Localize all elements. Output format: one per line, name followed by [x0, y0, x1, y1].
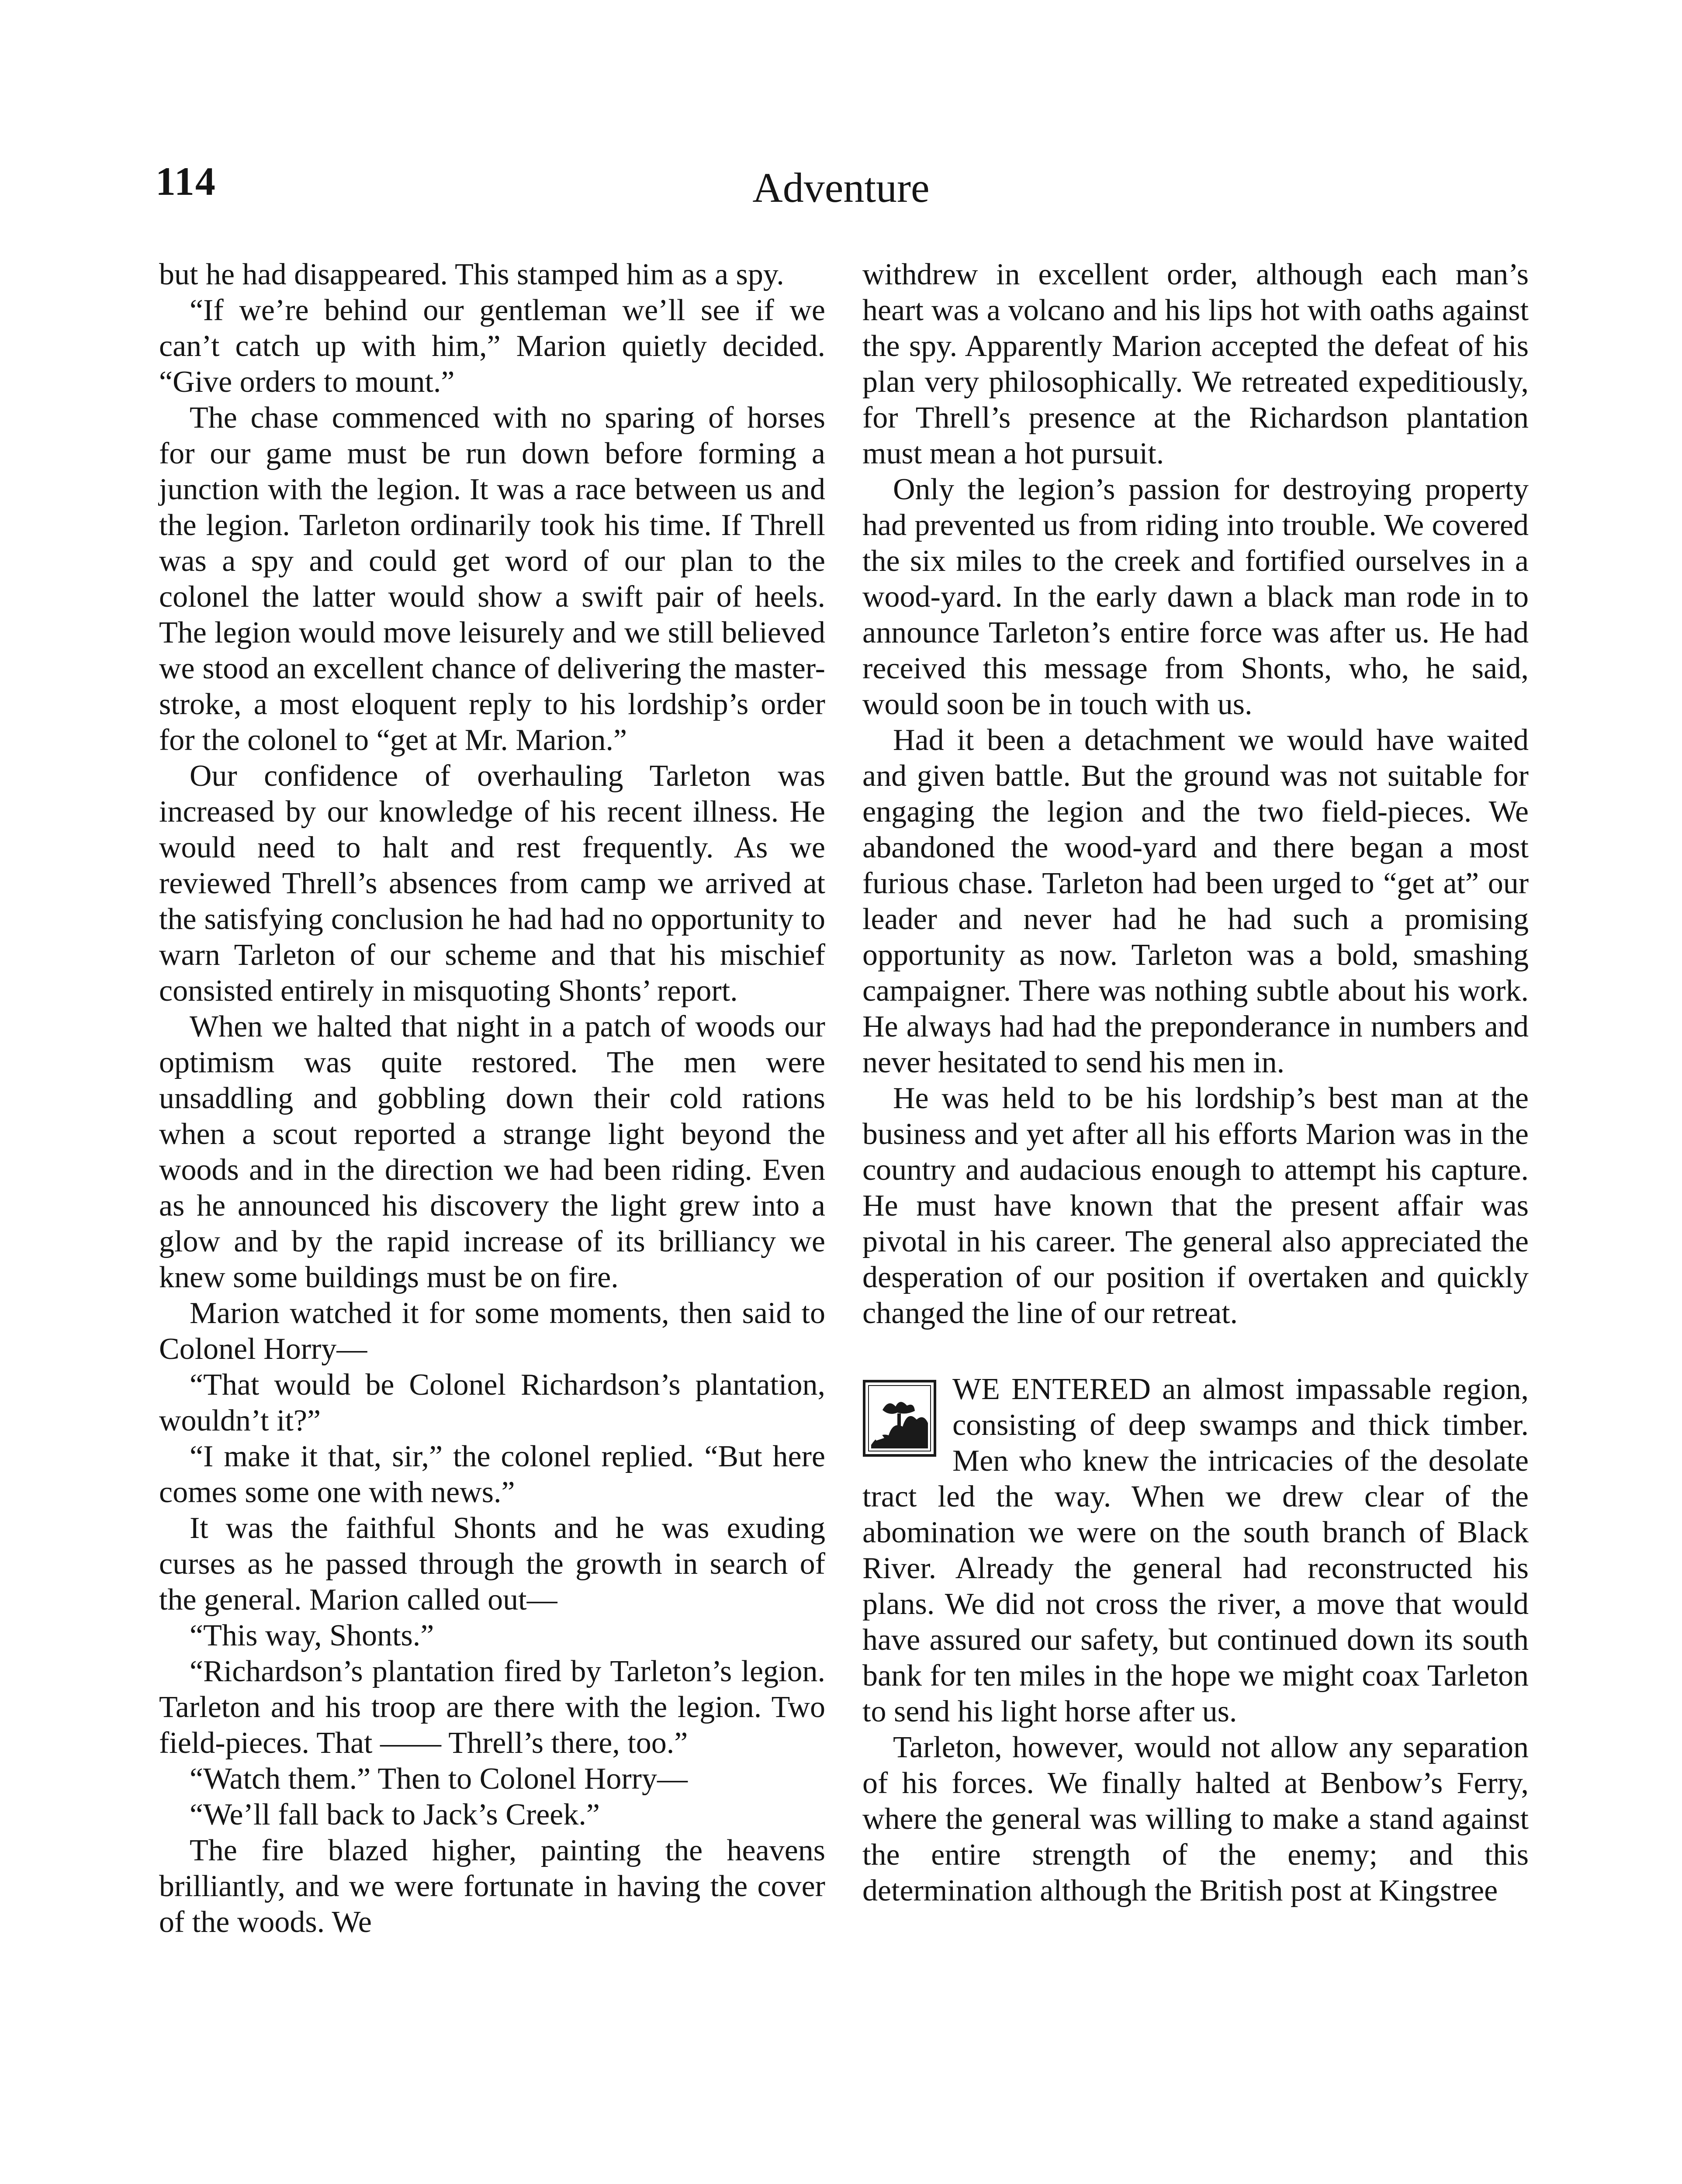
paragraph: “Watch them.” Then to Colonel Horry—	[190, 1762, 688, 1796]
paragraph: Our confidence of overhauling Tarleton was increased by our knowledge of his recent illness. He would need to halt and rest frequently. As we reviewed Threll’s absences from camp we arrived at the satisfying conclusion he had had no opportunity to warn Tarleton of our scheme and that his mischief consisted entirely in misquoting Shonts’ report.	[159, 759, 825, 1008]
paragraph: Tarleton, however, would not allow any separation of his forces. We finally halted at Benbow’s Ferry, where the general was willing to make a stand against the entire strength of the enemy; and this determination although the British post at Kingstree	[862, 1731, 1529, 1908]
paragraph: It was the faithful Shonts and he was exuding curses as he passed through the growth in search of the general. Marion called out—	[159, 1511, 825, 1617]
paragraph: withdrew in excellent order, although each man’s heart was a volcano and his lips hot with oaths against the spy. Apparently Marion accepted the defeat of his plan very philosophically. We retreated expeditiously, for Threll’s presence at the Richardson plantation must mean a hot pursuit.	[862, 258, 1529, 470]
swamp-vignette-icon	[862, 1379, 937, 1457]
running-head-title: Adventure	[752, 164, 930, 211]
paragraph: but he had disappeared. This stamped him as a spy.	[159, 258, 784, 291]
paragraph: “If we’re behind our gentleman we’ll see if we can’t catch up with him,” Marion quietly decided. “Give orders to mount.”	[159, 294, 825, 399]
paragraph: The chase commenced with no sparing of horses for our game must be run down before forming a junction with the legion. It was a race between us and the legion. Tarleton ordinarily took his time. If Threll was a spy and could get word of our plan to the colonel the latter would show a swift pair of heels. The legion would move leisurely and we still believed we stood an excellent chance of delivering the master-stroke, a most eloquent reply to his lordship’s order for the colonel to “get at Mr. Marion.”	[159, 401, 825, 757]
right-column-top	[862, 257, 1529, 1331]
paragraph: Only the legion’s passion for destroying property had prevented us from riding into trouble. We covered the six miles to the creek and fortified ourselves in a wood-yard. In the early dawn a black man rode in to announce Tarleton’s entire force was after us. He had received this message from Shonts, who, he said, would soon be in touch with us.	[862, 473, 1529, 721]
paragraph: Had it been a detachment we would have waited and given battle. But the ground was not suitable for engaging the legion and the two field-pieces. We abandoned the wood-yard and there began a most furious chase. Tarleton had been urged to “get at” our leader and never had he had such a promising opportunity as now. Tarleton was a bold, smashing campaigner. There was nothing subtle about his work. He always had had the preponderance in numbers and never hesitated to send his men in.	[862, 723, 1529, 1079]
left-column	[159, 257, 825, 1940]
page-number: 114	[156, 159, 216, 204]
paragraph: He was held to be his lordship’s best man at the business and yet after all his efforts Marion was in the country and audacious enough to attempt his capture. He must have known that the present affair was pivotal in his career. The general also appreciated the desperation of our position if overtaken and quickly changed the line of our retreat.	[862, 1082, 1529, 1330]
paragraph: The fire blazed higher, painting the heavens brilliantly, and we were fortunate in having the cover of the woods. We	[159, 1834, 825, 1939]
paragraph: “This way, Shonts.”	[190, 1619, 434, 1652]
right-column	[862, 257, 1529, 1909]
section-opener-paragraph: WE ENTERED an almost impassable region, consisting of deep swamps and thick timber. Men who knew the intricacies of the desolate tract led the way. When we drew clear of the abomination we were on the south branch of Black River. Already the general had reconstructed his plans. We did not cross the river, a move that would have assured our safety, but continued down its south bank for ten miles in the hope we might coax Tarleton to send his light horse after us.	[862, 1372, 1529, 1728]
paragraph: Marion watched it for some moments, then said to Colonel Horry—	[159, 1296, 825, 1366]
paragraph: “We’ll fall back to Jack’s Creek.”	[190, 1798, 600, 1832]
paragraph: When we halted that night in a patch of woods our optimism was quite restored. The men were unsaddling and gobbling down their cold rations when a scout reported a strange light beyond the woods and in the direction we had been riding. Even as he announced his discovery the light grew into a glow and by the rapid increase of its brilliancy we knew some buildings must be on fire.	[159, 1010, 825, 1294]
section-opener	[862, 1372, 1529, 1730]
right-column-bottom	[862, 1730, 1529, 1909]
paragraph: “Richardson’s plantation fired by Tarleton’s legion. Tarleton and his troop are there with the legion. Two field-pieces. That —— Threll’s there, too.”	[159, 1655, 825, 1760]
paragraph: “I make it that, sir,” the colonel replied. “But here comes some one with news.”	[159, 1440, 825, 1509]
paragraph: “That would be Colonel Richardson’s plantation, wouldn’t it?”	[159, 1368, 825, 1438]
